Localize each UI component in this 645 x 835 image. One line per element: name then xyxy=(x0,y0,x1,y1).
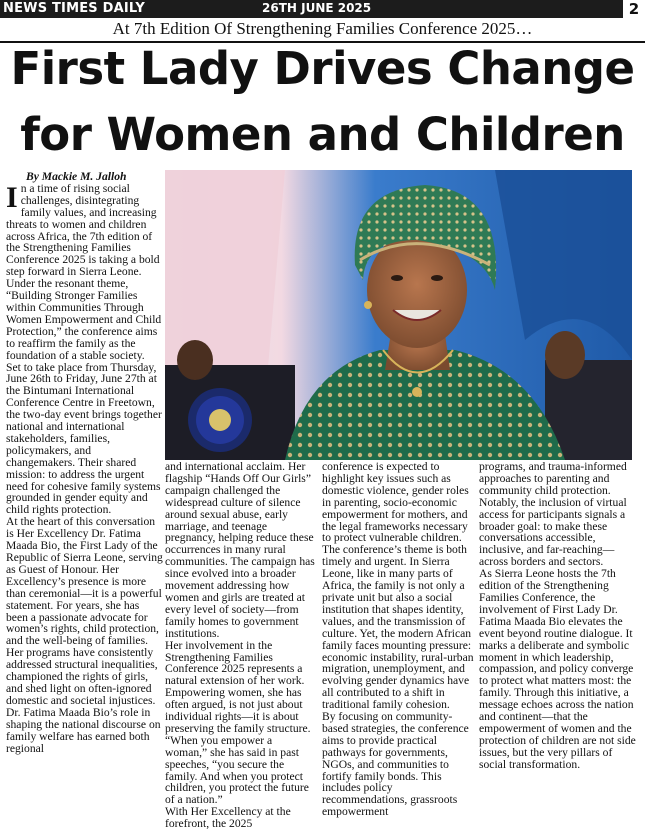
page-number: 2 xyxy=(623,0,645,18)
newspaper-name: NEWS TIMES DAILY xyxy=(3,1,145,16)
article-column-4 xyxy=(479,461,637,771)
article-paragraph: Her involvement in the Strengthening Families Conference 2025 represents a natural extension of her work. Empowering women, she has often argued, is not just about individual rights—it is about preserving the family structure. “When you empower a woman,” she has said in past speeches, “you secure the family. And when you protect children, you protect the future of a nation.” xyxy=(165,638,311,807)
article-column-1 xyxy=(6,171,163,754)
article-paragraph: Dr. Fatima Maada Bio’s role in shaping the national discourse on family welfare has earned both regional xyxy=(6,705,161,755)
lead-text: n a time of rising social challenges, disintegrating family values, and increasing threats to women and children across Africa, the 7th edition of the Strengthening Families Conference 2025 is taking a bold step forward in Sierra Leone. Under the resonant theme, “Building Stronger Families within Communities Through Women Empowerment and Child Protection,” the conference aims to reaffirm the family as the foundation of a stable society. xyxy=(6,181,162,362)
article-byline: By Mackie M. Jalloh xyxy=(26,170,127,183)
article-paragraph: Notably, the inclusion of virtual access for participants signals a broader goal: to make these conversations accessible, inclusive, and far-reaching—across borders and sectors. xyxy=(479,495,627,569)
article-paragraph: programs, and trauma-informed approaches to parenting and community child protection. xyxy=(479,460,627,497)
article-paragraph: Set to take place from Thursday, June 26th to Friday, June 27th at the Bintumani International Conference Centre in Freetown, the two-day event brings together national and international stakeholders, families, policymakers, and changemakers. Their shared mission: to address the urgent need for cohesive family systems grounded in gender equity and child rights protection. xyxy=(6,360,162,517)
headline-line-2: for Women and Children xyxy=(20,108,625,161)
article-paragraph: With Her Excellency at the forefront, the 2025 xyxy=(165,805,291,831)
article-paragraph: At the heart of this conversation is Her Excellency Dr. Fatima Maada Bio, the First Lady of the Republic of Sierra Leone, serving as Guest of Honour. Her Excellency’s presence is more than ceremonial—it is a powerful statement. For years, she has been a passionate advocate for women’s rights, child protection, and the well-being of families. Her programs have consistently addressed structural inequalities, championed the rights of girls, and shed light on often-ignored domestic and societal injustices. xyxy=(6,515,163,707)
masthead-bar xyxy=(0,0,645,18)
article-lead-paragraph xyxy=(6,180,163,362)
article-paragraph: As Sierra Leone hosts the 7th edition of the Strengthening Families Conference, the involvement of First Lady Dr. Fatima Maada Bio elevates the event beyond routine dialogue. It marks a deliberate and symbolic moment in which leadership, compassion, and policy converge to protect what matters most: the family. Through this initiative, a message echoes across the nation and continent—that the empowerment of women and the protection of children are not side issues, but the very pillars of social transformation. xyxy=(479,567,636,771)
article-paragraph: and international acclaim. Her flagship “Hands Off Our Girls” campaign challenged the widespread culture of silence around sexual abuse, early marriage, and teenage pregnancy, helping reduce these occurrences in many rural communities. The campaign has since evolved into a broader movement addressing how women and girls are treated at every level of society—from family homes to government institutions. xyxy=(165,460,315,640)
portrait-photo-icon xyxy=(165,170,632,460)
headline-line-1: First Lady Drives Change xyxy=(10,42,635,95)
drop-cap: I xyxy=(6,180,18,214)
article-column-2 xyxy=(165,461,317,830)
article-paragraph: By focusing on community-based strategies, the conference aims to provide practical pathways for governments, NGOs, and communities to fortify family bonds. This includes policy recommendations, grassroots empowerment xyxy=(322,710,469,819)
article-column-3 xyxy=(322,461,474,818)
office-of-the-first-lady-seal-icon xyxy=(188,388,252,452)
article-paragraph: conference is expected to highlight key issues such as domestic violence, gender roles in parenting, socio-economic empowerment for mothers, and the legal frameworks necessary to protect vulnerable children. The conference’s theme is both timely and urgent. In Sierra Leone, like in many parts of Africa, the family is not only a private unit but also a social institution that shapes identity, values, and the transmission of culture. Yet, the modern African family faces mounting pressure: economic instability, rural-urban migration, unemployment, and evolving gender dynamics have all contributed to a shift in traditional family cohesion. xyxy=(322,460,474,712)
issue-date: 26TH JUNE 2025 xyxy=(262,1,372,15)
kicker-line: At 7th Edition Of Strengthening Families Conference 2025… xyxy=(112,19,533,38)
